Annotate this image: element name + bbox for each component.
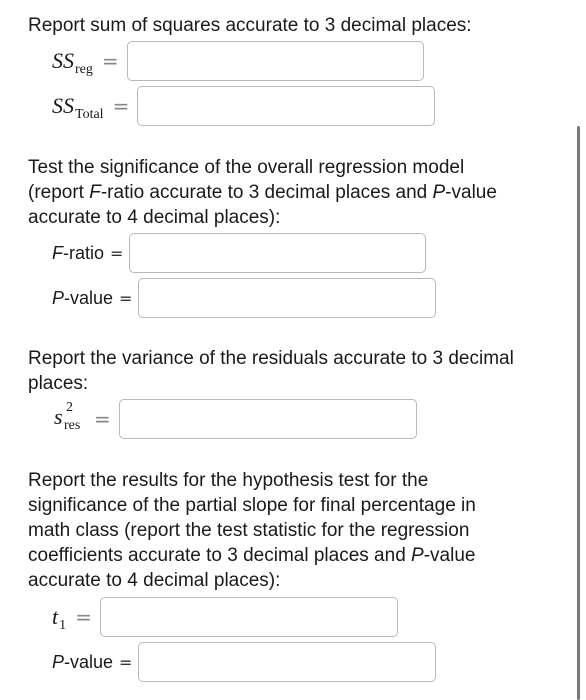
ss-reg-label: $SS_{reg}$ bbox=[52, 48, 93, 77]
prompt-line: accurate to 4 decimal places): bbox=[28, 207, 281, 228]
ss-reg-input[interactable] bbox=[127, 41, 424, 81]
f-ratio-label: F-ratio bbox=[52, 242, 105, 263]
ss-total-row bbox=[52, 85, 435, 127]
slope-p-value-label: P-value bbox=[52, 651, 114, 672]
prompt-line: Test the significance of the overall regression model bbox=[28, 157, 465, 178]
prompt-line: (report F-ratio accurate to 3 decimal places and P-value bbox=[28, 182, 497, 203]
residual-variance-prompt bbox=[28, 346, 558, 396]
p-value-equals: = bbox=[119, 288, 133, 308]
ss-reg-row bbox=[52, 40, 424, 82]
t1-input[interactable] bbox=[100, 597, 398, 637]
p-value-input[interactable] bbox=[138, 278, 436, 318]
prompt-line: places: bbox=[28, 373, 89, 394]
slope-p-value-row bbox=[52, 641, 436, 683]
t1-row bbox=[52, 596, 398, 638]
ss-total-input[interactable] bbox=[137, 86, 435, 126]
s2res-input[interactable] bbox=[119, 399, 417, 439]
prompt-line: Report the results for the hypothesis test for the bbox=[28, 470, 429, 491]
f-ratio-input[interactable] bbox=[129, 233, 426, 273]
s2res-equals: = bbox=[94, 407, 111, 431]
slope-p-value-equals: = bbox=[119, 652, 133, 672]
slope-p-value-input[interactable] bbox=[138, 642, 436, 682]
prompt-line: significance of the partial slope for final percentage in bbox=[28, 495, 476, 516]
ss-total-label: $SS_{Total}$ bbox=[52, 93, 104, 122]
partial-slope-prompt bbox=[28, 468, 558, 593]
sum-of-squares-prompt: Report sum of squares accurate to 3 decimal places: bbox=[28, 15, 472, 36]
ss-reg-equals: = bbox=[101, 49, 119, 73]
prompt-line: Report the variance of the residuals accurate to 3 decimal bbox=[28, 348, 514, 369]
ss-total-equals: = bbox=[112, 94, 130, 118]
p-value-label: P-value bbox=[52, 287, 114, 308]
s2res-row bbox=[52, 398, 417, 440]
s2res-label: s 2 res bbox=[54, 400, 81, 433]
f-ratio-row bbox=[52, 232, 426, 274]
prompt-line: coefficients accurate to 3 decimal places and P-value bbox=[28, 545, 476, 566]
t1-label: $t_1$ bbox=[52, 604, 67, 633]
p-value-row bbox=[52, 277, 436, 319]
t1-equals: = bbox=[75, 605, 92, 629]
prompt-line: accurate to 4 decimal places): bbox=[28, 570, 281, 591]
vertical-scrollbar[interactable] bbox=[577, 126, 580, 700]
f-ratio-equals: = bbox=[110, 243, 124, 263]
prompt-line: math class (report the test statistic for the regression bbox=[28, 520, 470, 541]
overall-significance-prompt bbox=[28, 155, 558, 230]
